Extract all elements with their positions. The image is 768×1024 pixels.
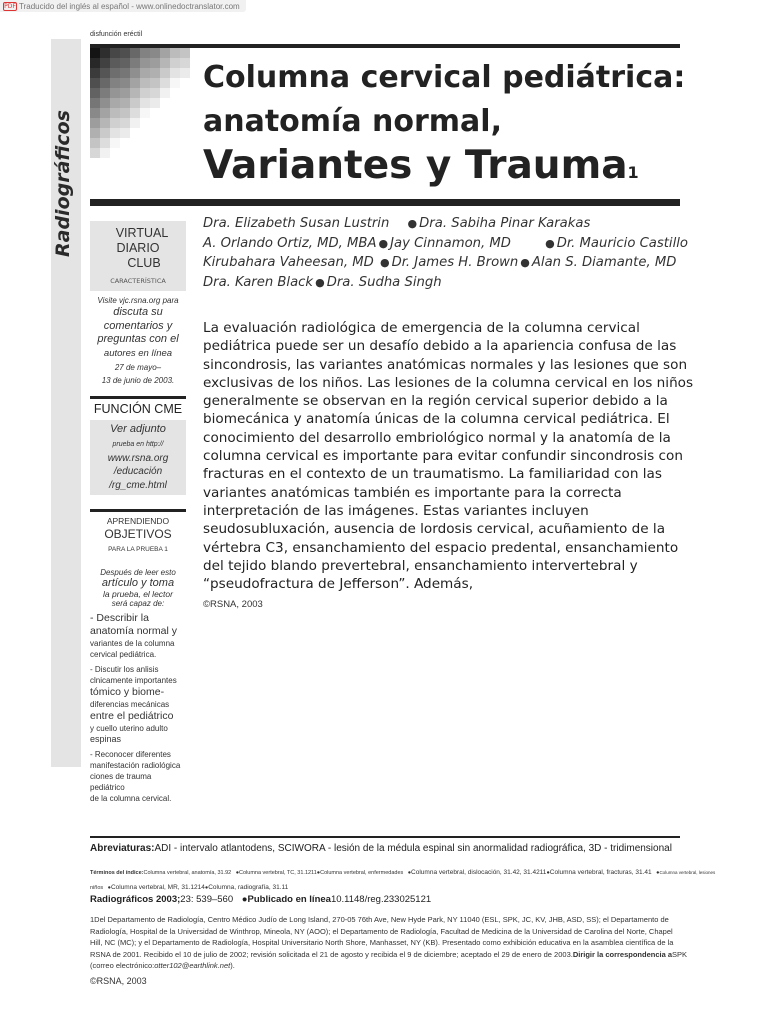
- author-separator: ●: [379, 256, 390, 269]
- mosaic-cell: [170, 48, 180, 58]
- mosaic-cell: [180, 68, 190, 78]
- index-terms-line: Términos del índice:Columna vertebral, anatomía, 31.92 ●Columna vertebral, TC, 31.1211●Columna vertebral, enfermedades ●Columna vertebral, dislocación, 31.42, 31.4211●Columna vertebral, fracturas, 31.41 ●Columna vertebral, lesiones: [90, 869, 716, 876]
- cme-box: Ver adjunto prueba en http:// www.rsna.org /educación /rg_cme.html: [90, 420, 186, 495]
- title-footnote: 1: [627, 163, 639, 182]
- mosaic-cell: [100, 138, 110, 148]
- mosaic-cell: [100, 128, 110, 138]
- author-line: [203, 214, 683, 234]
- title-line-2: anatomía normal,: [203, 104, 502, 139]
- author: Dra. Sabiha Pinar Karakas: [419, 216, 591, 231]
- mosaic-cell: [140, 48, 150, 58]
- abstract-line: columna cervical es importante para evitar confundir sincondrosis con: [203, 448, 683, 465]
- gradient-mosaic: [90, 48, 190, 158]
- citation: Radiográficos 2003;23: 539–560 ●Publicado en línea10.1148/reg.233025121: [90, 894, 432, 905]
- mosaic-cell: [110, 68, 120, 78]
- mosaic-cell: [100, 68, 110, 78]
- mosaic-cell: [90, 88, 100, 98]
- title-main: Variantes y Trauma: [203, 143, 628, 188]
- mosaic-cell: [130, 88, 140, 98]
- mosaic-cell: [130, 108, 140, 118]
- abbreviations-label: Abreviaturas:: [90, 843, 155, 854]
- objective-item: - Describir la anatomía normal y variantes de la columna cervical pediátrica.: [90, 612, 177, 659]
- author: A. Orlando Ortiz, MD, MBA: [203, 235, 377, 251]
- mosaic-cell: [140, 98, 150, 108]
- mosaic-cell: [140, 108, 150, 118]
- footer-copyright: ©RSNA, 2003: [90, 976, 147, 986]
- abstract-line: generalmente se observan en la región cervical superior debido a la: [203, 393, 668, 410]
- mosaic-cell: [130, 98, 140, 108]
- mosaic-cell: [90, 108, 100, 118]
- abstract-line: biomecánica y anatomía únicas de la columna cervical pediátrica. El: [203, 411, 670, 428]
- abstract-copyright: ©RSNA, 2003: [203, 599, 263, 610]
- cme-rule: [90, 396, 186, 399]
- mosaic-cell: [170, 78, 180, 88]
- mosaic-cell: [120, 48, 130, 58]
- mosaic-cell: [110, 58, 120, 68]
- author: Alan S. Diamante, MD: [531, 255, 677, 270]
- affiliations: 1Del Departamento de Radiología, Centro Médico Judío de Long Island, 270-05 76th Ave, New Hyde Park, NY 11040 (ESL, SPK, JC, KV, JHB, ASD, SS); el Departamento de Radiología, Hospital de la Universidad de Winthrop, Mineola, NY (AOO); el Departamento de Radiología, Facultad de Medicina de la Universidad de Carolina del Norte, Chapel Hill, NC (MC); y el Departamento de Radiología, Hospital Universitario North Shore, Manhasset, NY (KB). Presentado como exhibición educativa en la asamblea científica de la RSNA de 2001. Recibido el 10 de julio de 2002; revisión solicitada el 21 de agosto y recibida el 9 de diciembre; aceptado el 29 de enero de 2003.Dirigir la correspondencia aSPK (correo electrónico:otter102@earthlink.net).: [90, 915, 688, 971]
- mosaic-cell: [130, 68, 140, 78]
- mosaic-cell: [130, 118, 140, 128]
- mosaic-cell: [140, 68, 150, 78]
- mosaic-cell: [90, 118, 100, 128]
- mosaic-cell: [150, 78, 160, 88]
- mosaic-cell: [170, 58, 180, 68]
- mosaic-cell: [160, 58, 170, 68]
- abstract-line: del tejido blando prevertebral, ensanchamiento intervertebral y: [203, 557, 638, 574]
- mosaic-cell: [90, 148, 100, 158]
- mosaic-cell: [110, 88, 120, 98]
- author: Kirubahara Vaheesan, MD: [203, 255, 374, 270]
- abstract-line: seudosubluxación, ausencia de lordosis cervical, acuñamiento de la: [203, 521, 666, 538]
- mosaic-cell: [150, 88, 160, 98]
- abstract-line: vértebra C3, ensanchamiento del espacio predental, ensanchamiento: [203, 539, 679, 556]
- mosaic-cell: [120, 108, 130, 118]
- mosaic-cell: [110, 118, 120, 128]
- author-line: [203, 273, 683, 293]
- cme-link[interactable]: /educación: [113, 466, 163, 477]
- mosaic-cell: [130, 58, 140, 68]
- footer-rule: [90, 836, 680, 838]
- author-list: [203, 214, 688, 292]
- objective-item: - Discutir los anlisis clnicamente importantes tómico y biome- diferencias mecánicas entre el pediátrico y cuello uterino adulto espinas: [90, 665, 177, 744]
- mosaic-cell: [100, 48, 110, 58]
- mosaic-cell: [140, 88, 150, 98]
- mosaic-cell: [120, 78, 130, 88]
- objectives-list: [90, 612, 186, 808]
- mosaic-cell: [90, 48, 100, 58]
- mosaic-cell: [110, 108, 120, 118]
- abstract-line: fracturas en el contexto de un traumatismo. La familiaridad con las: [203, 466, 662, 483]
- mosaic-cell: [100, 88, 110, 98]
- vjc-feature-label: CARACTERÍSTICA: [110, 277, 166, 285]
- abstract-line: pediátrica puede ser un desafío debido a la apariencia confusa de las: [203, 338, 677, 355]
- mosaic-cell: [90, 68, 100, 78]
- translator-icon: PDF: [4, 2, 16, 10]
- vjc-title: VIRTUAL DIARIO CLUB: [115, 226, 169, 270]
- abstract-line: exclusivas de los niños. Las lesiones de la columna cervical en los niños: [203, 374, 694, 391]
- mosaic-cell: [150, 98, 160, 108]
- mosaic-cell: [120, 58, 130, 68]
- abstract-line: conocimiento del desarrollo embriológico normal y la anatomía de la: [203, 429, 671, 446]
- mosaic-cell: [100, 148, 110, 158]
- mosaic-cell: [90, 98, 100, 108]
- abstract-line: variantes anatómicas también es importante para la correcta: [203, 484, 622, 501]
- title-line-3: [203, 143, 639, 188]
- abbreviations: [90, 843, 690, 854]
- author-separator: ●: [545, 236, 555, 250]
- objectives-rule: [90, 509, 186, 512]
- author: Dr. Mauricio Castillo: [556, 235, 688, 251]
- index-terms-line: niños ●Columna vertebral, MR, 31.1214●Columna, radiografía, 31.11: [90, 884, 289, 891]
- index-terms: [90, 864, 716, 894]
- mosaic-cell: [110, 78, 120, 88]
- mosaic-cell: [140, 78, 150, 88]
- mosaic-cell: [150, 68, 160, 78]
- mosaic-cell: [110, 138, 120, 148]
- title-line-1: Columna cervical pediátrica:: [203, 60, 686, 95]
- abstract-text: [203, 319, 694, 593]
- cme-title: FUNCIÓN CME: [93, 402, 183, 416]
- mosaic-cell: [120, 98, 130, 108]
- mosaic-cell: [90, 128, 100, 138]
- author: Dra. Karen Black: [203, 274, 314, 290]
- virtual-journal-club-box: [90, 221, 186, 291]
- objectives-heading: APRENDIENDO OBJETIVOS PARA LA PRUEBA 1: [104, 516, 172, 553]
- author-line: [203, 253, 683, 273]
- section-label: disfunción eréctil: [90, 31, 143, 38]
- mosaic-cell: [90, 78, 100, 88]
- mosaic-cell: [150, 48, 160, 58]
- abstract-line: La evaluación radiológica de emergencia de la columna cervical: [203, 320, 640, 336]
- mosaic-cell: [170, 68, 180, 78]
- correspondence-label: Dirigir la correspondencia a: [572, 949, 673, 959]
- mosaic-cell: [120, 88, 130, 98]
- translator-banner-text[interactable]: Traducido del inglés al español - www.onlinedoctranslator.com: [19, 1, 240, 11]
- objectives-intro: Después de leer esto artículo y toma la prueba, el lector será capaz de:: [100, 568, 176, 608]
- mosaic-cell: [110, 48, 120, 58]
- mosaic-cell: [110, 128, 120, 138]
- author-line: [203, 234, 688, 254]
- mosaic-cell: [90, 58, 100, 68]
- mosaic-cell: [180, 48, 190, 58]
- author: Dra. Sudha Singh: [326, 274, 442, 290]
- abstract-line: “pseudofractura de Jefferson”. Además,: [203, 576, 474, 593]
- author-separator: ●: [315, 275, 325, 289]
- abstract-line: interpretación de las imágenes. Estas variantes incluyen: [203, 502, 589, 519]
- author: Jay Cinnamon, MD: [390, 235, 511, 251]
- author-separator: ●: [407, 217, 418, 230]
- mosaic-cell: [100, 118, 110, 128]
- cme-link[interactable]: /rg_cme.html: [109, 479, 167, 491]
- title-rule: [90, 199, 680, 206]
- mosaic-cell: [130, 48, 140, 58]
- mosaic-cell: [140, 58, 150, 68]
- mosaic-cell: [160, 78, 170, 88]
- mosaic-cell: [120, 128, 130, 138]
- translator-banner[interactable]: [0, 0, 246, 12]
- mosaic-cell: [100, 78, 110, 88]
- citation-journal: Radiográficos 2003;: [90, 894, 181, 905]
- mosaic-cell: [160, 88, 170, 98]
- journal-side-label: [52, 227, 74, 257]
- mosaic-cell: [100, 108, 110, 118]
- author-separator: ●: [378, 236, 389, 250]
- mosaic-cell: [180, 58, 190, 68]
- mosaic-cell: [160, 68, 170, 78]
- mosaic-cell: [130, 78, 140, 88]
- citation-doi[interactable]: 10.1148/reg.233025121: [330, 894, 432, 905]
- abstract-line: sincondrosis, las variantes anatómicas normales y las lesiones que son: [203, 356, 688, 373]
- mosaic-cell: [120, 118, 130, 128]
- vjc-description: Visite vjc.rsna.org para discuta su comentarios y preguntas con el autores en línea 27 de mayo– 13 de junio de 2003.: [97, 296, 179, 385]
- mosaic-cell: [100, 58, 110, 68]
- citation-pages: 23: 539–560: [180, 894, 234, 905]
- cme-link[interactable]: www.rsna.org: [107, 452, 169, 464]
- mosaic-cell: [120, 68, 130, 78]
- author: Dra. Elizabeth Susan Lustrin: [203, 216, 390, 231]
- author-separator: ●: [520, 256, 530, 269]
- mosaic-cell: [100, 98, 110, 108]
- objective-item: - Reconocer diferentes manifestación radiológica ciones de trauma pediátrico de la columna cervical.: [90, 750, 181, 803]
- mosaic-cell: [110, 98, 120, 108]
- author: Dr. James H. Brown: [391, 255, 519, 270]
- abbreviations-text: ADI - intervalo atlantodens, SCIWORA - lesión de la médula espinal sin anormalidad radiográfica, 3D - tridimensional: [154, 843, 672, 854]
- mosaic-cell: [150, 58, 160, 68]
- correspondence-email[interactable]: otter102@earthlink.net: [154, 961, 231, 971]
- citation-published: Publicado en línea: [247, 894, 331, 905]
- mosaic-cell: [90, 138, 100, 148]
- mosaic-cell: [160, 48, 170, 58]
